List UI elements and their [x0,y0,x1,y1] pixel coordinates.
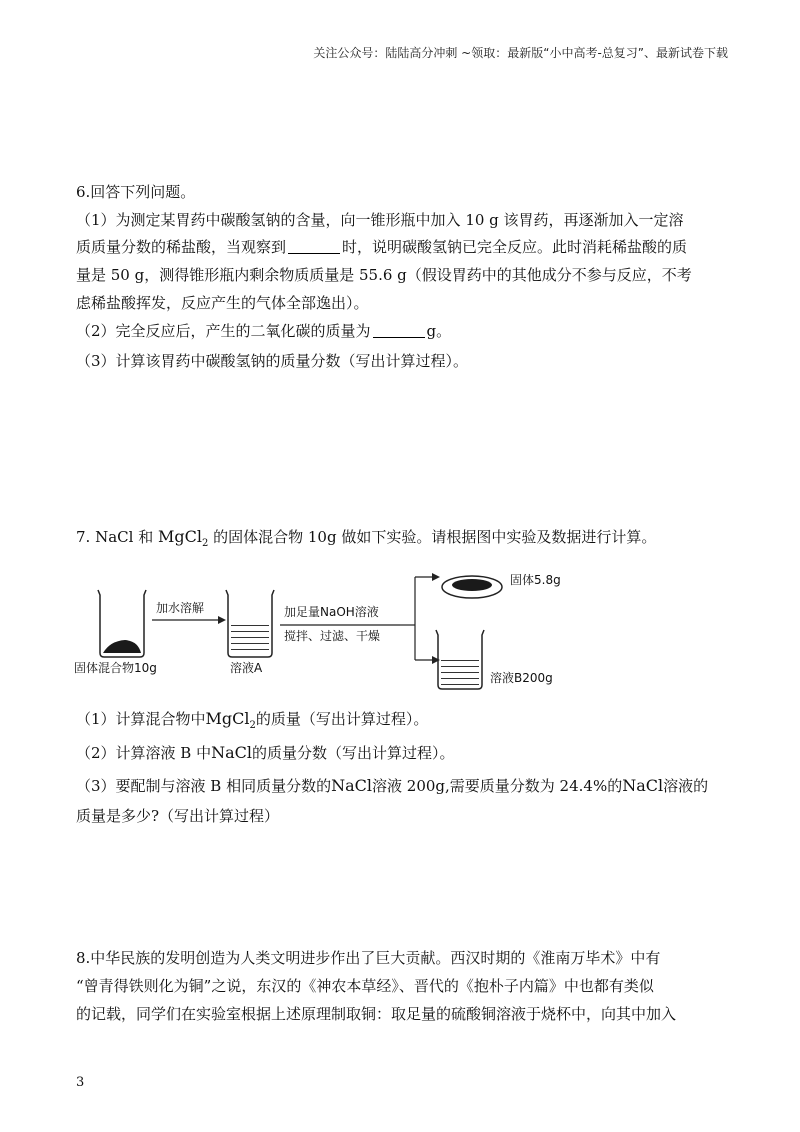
q6-line-2b: 时，说明碳酸氢钠已完全反应。此时消耗稀盐酸的质 [342,238,688,256]
q7-title [76,527,656,554]
mgcl-sub: 2 [201,538,209,550]
q6-blank-1[interactable] [288,238,340,254]
mgcl-text: MgCl [157,527,202,546]
q7-part-2 [76,743,455,763]
q7-part-3-cont: 质量是多少?（写出计算过程） [76,807,280,825]
beaker-3 [436,630,484,689]
q7-p3-nacl-2: NaCl [622,776,664,795]
mgcl-sub: 2 [249,720,256,732]
q7-p1b: 的质量（写出计算过程）。 [255,710,429,728]
solution-b-dots [441,660,479,685]
experiment-diagram [70,565,570,695]
q6-title: 6.回答下列问题。 [76,183,196,201]
q7-p2-nacl: NaCl [211,743,253,762]
dish [442,576,502,598]
q7-p3c: 溶液的 [663,777,709,795]
mgcl-text: MgCl [205,709,250,728]
q7-p3b: 溶液 200g,需要质量分数为 24.4%的 [372,777,623,795]
q7-p2a: （2）计算溶液 B 中 [76,744,212,762]
q6-line-5b: g。 [426,322,452,340]
arrow-2-bottom-label: 搅拌、过滤、干燥 [284,629,381,643]
q6-line-5a: （2）完全反应后，产生的二氧化碳的质量为 [76,322,371,340]
beaker-1-label: 固体混合物10g [74,661,157,675]
q7-p3a: （3）要配制与溶液 B 相同质量分数的 [76,777,332,795]
q6-line-6: （3）计算该胃药中碳酸氢钠的质量分数（写出计算过程）。 [76,352,469,370]
q7-p1a: （1）计算混合物中 [76,710,206,728]
q7-mgcl2 [157,527,209,550]
page-header: 关注公众号：陆陆高分冲刺 ~领取：最新版“小中高考-总复习”、最新试卷下载 [313,46,728,60]
q7-p1-mgcl2 [205,709,256,732]
q6-line-2a: 质质量分数的稀盐酸，当观察到 [76,238,287,256]
q6-line-5 [76,321,451,341]
q8-line-3: 的记载，同学们在实验室根据上述原理制取铜：取足量的硫酸铜溶液于烧杯中，向其中加入 [76,1005,677,1023]
q7-p3-nacl-1: NaCl [331,776,373,795]
q7-part-3 [76,776,708,796]
q8-line-2: “曾青得铁则化为铜”之说，东汉的《神农本草经》、晋代的《抱朴子内篇》中也都有类似 [76,977,654,995]
q7-title-a: 7. NaCl 和 [76,528,154,546]
arrow-1-label: 加水溶解 [156,601,205,615]
page-number: 3 [76,1075,85,1090]
arrow-2-top-label: 加足量NaOH溶液 [284,605,379,619]
q6-line-1: （1）为测定某胃药中碳酸氢钠的含量，向一锥形瓶中加入 10 g 该胃药，再逐渐加入一定溶 [76,211,684,229]
q6-blank-2[interactable] [373,322,425,338]
q7-part-1 [76,709,428,736]
beaker-2 [226,590,274,657]
q7-title-b: 的固体混合物 10g 做如下实验。请根据图中实验及数据进行计算。 [213,528,657,546]
solution-a-dots [231,625,269,650]
solid-mixture [103,640,141,653]
q6-line-4: 虑稀盐酸挥发，反应产生的气体全部逸出）。 [76,294,369,312]
q7-p2b: 的质量分数（写出计算过程）。 [252,744,455,762]
q6-line-2 [76,237,687,257]
beaker-2-label: 溶液A [230,661,263,675]
q8-line-1: 8.中华民族的发明创造为人类文明进步作出了巨大贡献。西汉时期的《淮南万毕术》中有 [76,949,661,967]
q6-line-3: 量是 50 g，测得锥形瓶内剩余物质质量是 55.6 g（假设胃药中的其他成分不参与反应，不考 [76,266,692,284]
solid-label: 固体5.8g [510,573,561,587]
beaker-3-label: 溶液B200g [490,671,553,685]
